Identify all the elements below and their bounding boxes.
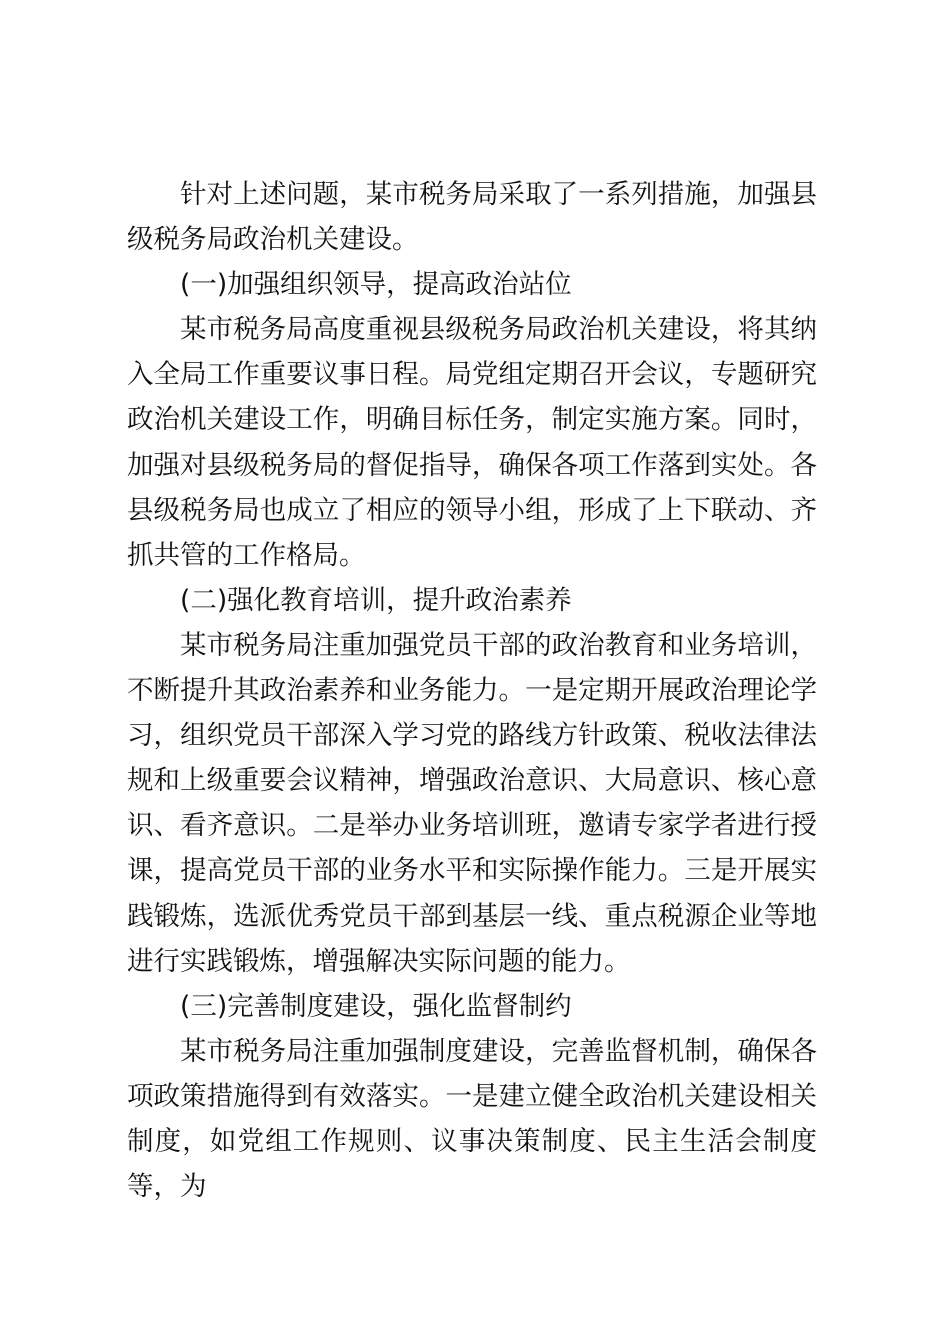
document-body bbox=[127, 172, 817, 1209]
section-paragraph-3: 某市税务局注重加强制度建设，完善监督机制，确保各项政策措施得到有效落实。一是建立健全政治机关建设相关制度，如党组工作规则、议事决策制度、民主生活会制度等，为 bbox=[127, 1035, 817, 1203]
section-paragraph-2: 某市税务局注重加强党员干部的政治教育和业务培训，不断提升其政治素养和业务能力。一是定期开展政治理论学习，组织党员干部深入学习党的路线方针政策、税收法律法规和上级重要会议精神，增强政治意识、大局意识、核心意识、看齐意识。二是举办业务培训班，邀请专家学者进行授课，提高党员干部的业务水平和实际操作能力。三是开展实践锻炼，选派优秀党员干部到基层一线、重点税源企业等地进行实践锻炼，增强解决实际问题的能力。 bbox=[127, 629, 817, 977]
section-paragraph-1: 某市税务局高度重视县级税务局政治机关建设，将其纳入全局工作重要议事日程。局党组定期召开会议，专题研究政治机关建设工作，明确目标任务，制定实施方案。同时，加强对县级税务局的督促指导，确保各项工作落到实处。各县级税务局也成立了相应的领导小组，形成了上下联动、齐抓共管的工作格局。 bbox=[127, 314, 817, 571]
intro-paragraph: 针对上述问题，某市税务局采取了一系列措施，加强县级税务局政治机关建设。 bbox=[127, 179, 817, 256]
section-heading-1: (一)加强组织领导，提高政治站位 bbox=[180, 269, 572, 301]
section-heading-3: (三)完善制度建设，强化监督制约 bbox=[180, 990, 572, 1022]
section-heading-2: (二)强化教育培训，提升政治素养 bbox=[180, 584, 572, 616]
